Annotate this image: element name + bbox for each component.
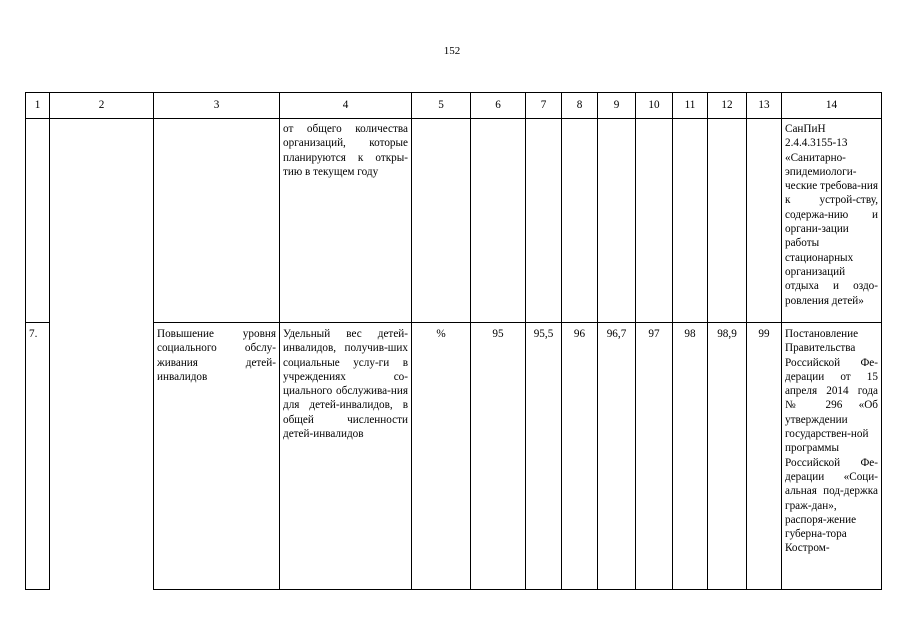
indicator-cell: Удельный вес детей-инвалидов, получив-ших социальные услу-ги в учреждениях со-циального обслужива-ния для детей-инвалидов, в общей численности детей-инвалидов: [280, 323, 412, 590]
legal-basis-cell: СанПиН 2.4.4.3155-13 «Санитарно-эпидемиологи-ческие требова-ния к устрой-ству, содержа-нию и органи-зации работы стационарных организаций отдыха и оздо-ровления детей»: [782, 119, 882, 323]
value-cell: [598, 119, 636, 323]
column-2-cell: [50, 119, 154, 590]
table-row: [26, 119, 882, 323]
row-number-cell: 7.: [26, 323, 50, 590]
activity-cell: [154, 119, 280, 323]
header-cell-3: 3: [154, 93, 280, 119]
value-cell: 95: [471, 323, 526, 590]
header-cell-11: 11: [673, 93, 708, 119]
unit-cell: [412, 119, 471, 323]
activity-cell: Повышение уровня социального обслу-живания детей-инвалидов: [154, 323, 280, 590]
header-cell-5: 5: [412, 93, 471, 119]
header-cell-10: 10: [636, 93, 673, 119]
header-cell-9: 9: [598, 93, 636, 119]
value-cell: [708, 119, 747, 323]
value-cell: 95,5: [526, 323, 562, 590]
header-row: [26, 93, 882, 119]
indicator-cell: от общего количества организаций, которые планируются к откры-тию в текущем году: [280, 119, 412, 323]
value-cell: 97: [636, 323, 673, 590]
header-cell-2: 2: [50, 93, 154, 119]
header-cell-14: 14: [782, 93, 882, 119]
unit-cell: %: [412, 323, 471, 590]
header-cell-12: 12: [708, 93, 747, 119]
table-row: [26, 323, 882, 590]
value-cell: [562, 119, 598, 323]
header-cell-4: 4: [280, 93, 412, 119]
value-cell: 96,7: [598, 323, 636, 590]
value-cell: 98: [673, 323, 708, 590]
value-cell: [526, 119, 562, 323]
value-cell: 99: [747, 323, 782, 590]
value-cell: [636, 119, 673, 323]
value-cell: [471, 119, 526, 323]
value-cell: 98,9: [708, 323, 747, 590]
header-cell-8: 8: [562, 93, 598, 119]
page-number: 152: [443, 45, 461, 57]
header-cell-1: 1: [26, 93, 50, 119]
header-cell-13: 13: [747, 93, 782, 119]
indicators-table: [25, 92, 882, 590]
value-cell: [747, 119, 782, 323]
header-cell-6: 6: [471, 93, 526, 119]
header-cell-7: 7: [526, 93, 562, 119]
row-number-cell: [26, 119, 50, 323]
value-cell: [673, 119, 708, 323]
value-cell: 96: [562, 323, 598, 590]
legal-basis-cell: Постановление Правительства Российской Фе-дерации от 15 апреля 2014 года № 296 «Об утверждении государствен-ной программы Российской Фе-дерации «Соци-альная под-держка граж-дан», распоря-жение губерна-тора Костром-: [782, 323, 882, 590]
